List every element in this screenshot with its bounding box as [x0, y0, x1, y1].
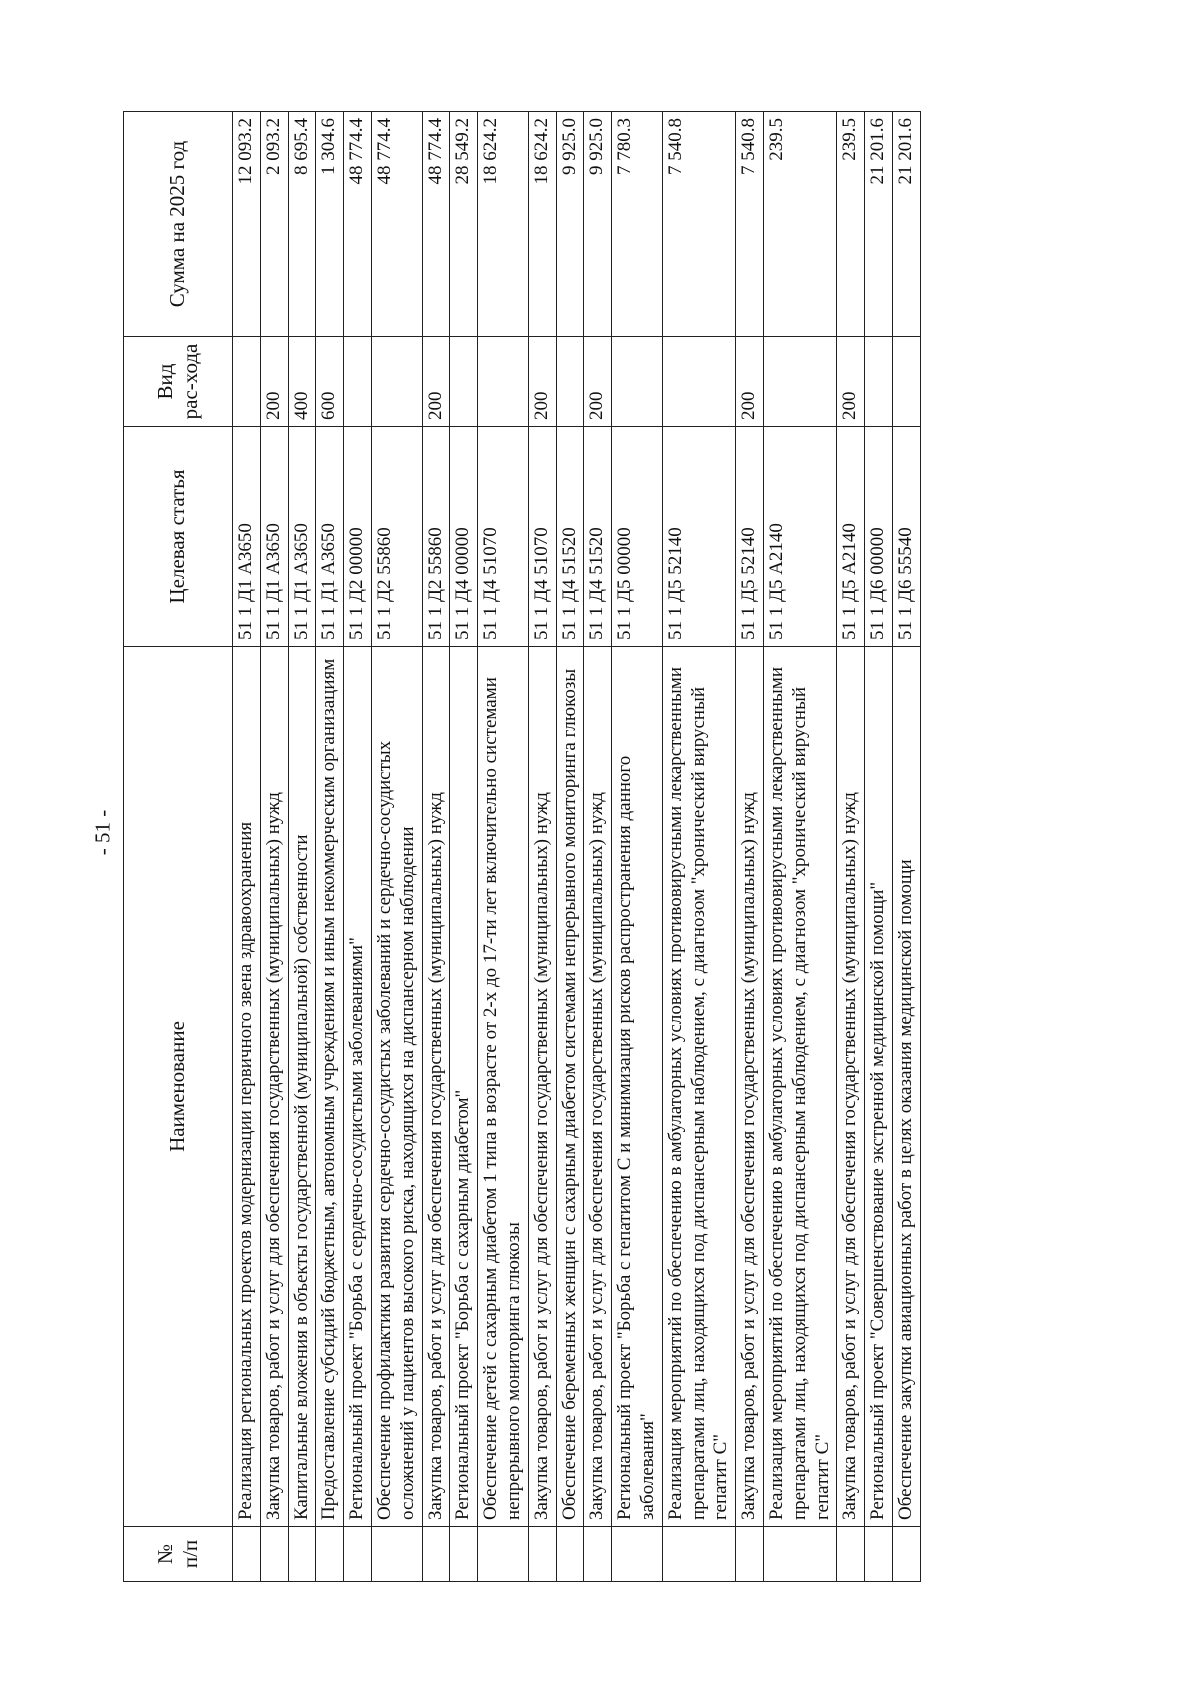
row-name-cell: Обеспечение закупки авиационных работ в целях оказания медицинской помощи — [892, 647, 920, 1527]
row-num-cell — [478, 1527, 529, 1582]
row-name-cell: Реализация мероприятий по обеспечению в амбулаторных условиях противовирусными лекарственными препаратами лиц, находящихся под диспансерным наблюдением, с диагнозом "хронический вирусный гепатит С" — [763, 647, 836, 1527]
row-name-cell: Региональный проект "Борьба с гепатитом С и минимизация рисков распространения данного заболевания" — [612, 647, 663, 1527]
row-sum-cell: 18 624.2 — [528, 112, 556, 337]
row-kind-cell — [763, 337, 836, 427]
row-kind-cell — [556, 337, 584, 427]
table-row — [837, 112, 865, 1582]
table-row — [662, 112, 735, 1582]
row-article-cell: 51 1 Д6 55540 — [892, 427, 920, 647]
table-row — [422, 112, 450, 1582]
table-row — [865, 112, 893, 1582]
row-num-cell — [837, 1527, 865, 1582]
header-num: № п/п — [124, 1527, 233, 1582]
row-sum-cell: 48 774.4 — [371, 112, 422, 337]
row-sum-cell: 12 093.2 — [233, 112, 261, 337]
header-article: Целевая статья — [124, 427, 233, 647]
row-name-cell: Обеспечение профилактики развития сердечно-сосудистых заболеваний и сердечно-сосудистых осложнений у пациентов высокого риска, находящихся на диспансерном наблюдении — [371, 647, 422, 1527]
table-header-row — [124, 112, 233, 1582]
row-name-cell: Реализация мероприятий по обеспечению в амбулаторных условиях противовирусными лекарственными препаратами лиц, находящихся под диспансерным наблюдением, с диагнозом "хронический вирусный гепатит С" — [662, 647, 735, 1527]
row-sum-cell: 7 540.8 — [662, 112, 735, 337]
row-kind-cell — [233, 337, 261, 427]
row-article-cell: 51 1 Д4 51070 — [478, 427, 529, 647]
row-num-cell — [584, 1527, 612, 1582]
row-article-cell: 51 1 Д2 55860 — [371, 427, 422, 647]
table-row — [612, 112, 663, 1582]
row-kind-cell — [344, 337, 372, 427]
row-name-cell: Закупка товаров, работ и услуг для обеспечения государственных (муниципальных) нужд — [528, 647, 556, 1527]
row-kind-cell — [892, 337, 920, 427]
row-name-cell: Обеспечение беременных женщин с сахарным диабетом системами непрерывного мониторинга глюкозы — [556, 647, 584, 1527]
row-sum-cell: 2 093.2 — [260, 112, 288, 337]
table-row — [344, 112, 372, 1582]
table-row — [584, 112, 612, 1582]
row-article-cell: 51 1 Д2 00000 — [344, 427, 372, 647]
table-row — [233, 112, 261, 1582]
row-article-cell: 51 1 Д2 55860 — [422, 427, 450, 647]
row-name-cell: Закупка товаров, работ и услуг для обеспечения государственных (муниципальных) нужд — [584, 647, 612, 1527]
row-sum-cell: 7 780.3 — [612, 112, 663, 337]
row-num-cell — [371, 1527, 422, 1582]
row-sum-cell: 9 925.0 — [584, 112, 612, 337]
row-kind-cell: 400 — [288, 337, 316, 427]
row-num-cell — [233, 1527, 261, 1582]
row-name-cell: Закупка товаров, работ и услуг для обеспечения государственных (муниципальных) нужд — [422, 647, 450, 1527]
row-kind-cell: 200 — [736, 337, 764, 427]
row-article-cell: 51 1 Д1 А3650 — [260, 427, 288, 647]
row-kind-cell — [371, 337, 422, 427]
row-kind-cell — [450, 337, 478, 427]
table-row — [288, 112, 316, 1582]
table-row — [478, 112, 529, 1582]
table-row — [556, 112, 584, 1582]
row-name-cell: Региональный проект "Совершенствование экстренной медицинской помощи" — [865, 647, 893, 1527]
row-num-cell — [450, 1527, 478, 1582]
row-name-cell: Региональный проект "Борьба с сахарным диабетом" — [450, 647, 478, 1527]
row-article-cell: 51 1 Д5 00000 — [612, 427, 663, 647]
budget-table — [123, 111, 921, 1582]
row-article-cell: 51 1 Д5 А2140 — [763, 427, 836, 647]
row-sum-cell: 239.5 — [837, 112, 865, 337]
row-sum-cell: 48 774.4 — [422, 112, 450, 337]
row-sum-cell: 48 774.4 — [344, 112, 372, 337]
row-kind-cell — [662, 337, 735, 427]
header-name: Наименование — [124, 647, 233, 1527]
row-num-cell — [763, 1527, 836, 1582]
row-article-cell: 51 1 Д5 А2140 — [837, 427, 865, 647]
row-article-cell: 51 1 Д1 А3650 — [233, 427, 261, 647]
row-sum-cell: 21 201.6 — [892, 112, 920, 337]
rotated-page-content — [123, 112, 1058, 1582]
row-sum-cell: 7 540.8 — [736, 112, 764, 337]
row-kind-cell — [478, 337, 529, 427]
row-kind-cell: 600 — [316, 337, 344, 427]
row-article-cell: 51 1 Д4 51070 — [528, 427, 556, 647]
row-sum-cell: 21 201.6 — [865, 112, 893, 337]
row-kind-cell: 200 — [584, 337, 612, 427]
row-num-cell — [662, 1527, 735, 1582]
row-article-cell: 51 1 Д6 00000 — [865, 427, 893, 647]
row-kind-cell — [612, 337, 663, 427]
row-article-cell: 51 1 Д5 52140 — [662, 427, 735, 647]
table-row — [450, 112, 478, 1582]
row-article-cell: 51 1 Д4 51520 — [556, 427, 584, 647]
table-row — [260, 112, 288, 1582]
row-sum-cell: 239.5 — [763, 112, 836, 337]
row-sum-cell: 9 925.0 — [556, 112, 584, 337]
page-number: - 51 - — [90, 809, 115, 856]
table-body — [233, 112, 921, 1582]
table-row — [371, 112, 422, 1582]
row-name-cell: Закупка товаров, работ и услуг для обеспечения государственных (муниципальных) нужд — [260, 647, 288, 1527]
table-row — [316, 112, 344, 1582]
row-name-cell: Закупка товаров, работ и услуг для обеспечения государственных (муниципальных) нужд — [736, 647, 764, 1527]
row-num-cell — [260, 1527, 288, 1582]
row-article-cell: 51 1 Д5 52140 — [736, 427, 764, 647]
row-kind-cell: 200 — [260, 337, 288, 427]
row-kind-cell: 200 — [837, 337, 865, 427]
row-sum-cell: 1 304.6 — [316, 112, 344, 337]
header-sum: Сумма на 2025 год — [124, 112, 233, 337]
table-row — [892, 112, 920, 1582]
row-article-cell: 51 1 Д1 А3650 — [288, 427, 316, 647]
row-num-cell — [316, 1527, 344, 1582]
row-num-cell — [736, 1527, 764, 1582]
row-num-cell — [892, 1527, 920, 1582]
row-num-cell — [344, 1527, 372, 1582]
row-num-cell — [288, 1527, 316, 1582]
row-kind-cell: 200 — [528, 337, 556, 427]
row-name-cell: Предоставление субсидий бюджетным, автономным учреждениям и иным некоммерческим организациям — [316, 647, 344, 1527]
row-name-cell: Обеспечение детей с сахарным диабетом 1 типа в возрасте от 2-х до 17-ти лет включительно системами непрерывного мониторинга глюкозы — [478, 647, 529, 1527]
row-article-cell: 51 1 Д4 00000 — [450, 427, 478, 647]
row-sum-cell: 8 695.4 — [288, 112, 316, 337]
row-name-cell: Региональный проект "Борьба с сердечно-сосудистыми заболеваниями" — [344, 647, 372, 1527]
row-name-cell: Закупка товаров, работ и услуг для обеспечения государственных (муниципальных) нужд — [837, 647, 865, 1527]
row-num-cell — [528, 1527, 556, 1582]
row-kind-cell — [865, 337, 893, 427]
row-sum-cell: 28 549.2 — [450, 112, 478, 337]
row-article-cell: 51 1 Д1 А3650 — [316, 427, 344, 647]
row-name-cell: Реализация региональных проектов модернизации первичного звена здравоохранения — [233, 647, 261, 1527]
table-row — [763, 112, 836, 1582]
row-article-cell: 51 1 Д4 51520 — [584, 427, 612, 647]
row-num-cell — [865, 1527, 893, 1582]
row-num-cell — [422, 1527, 450, 1582]
table-row — [528, 112, 556, 1582]
row-num-cell — [556, 1527, 584, 1582]
row-sum-cell: 18 624.2 — [478, 112, 529, 337]
row-num-cell — [612, 1527, 663, 1582]
header-kind: Вид рас-хода — [124, 337, 233, 427]
table-row — [736, 112, 764, 1582]
row-name-cell: Капитальные вложения в объекты государственной (муниципальной) собственности — [288, 647, 316, 1527]
row-kind-cell: 200 — [422, 337, 450, 427]
